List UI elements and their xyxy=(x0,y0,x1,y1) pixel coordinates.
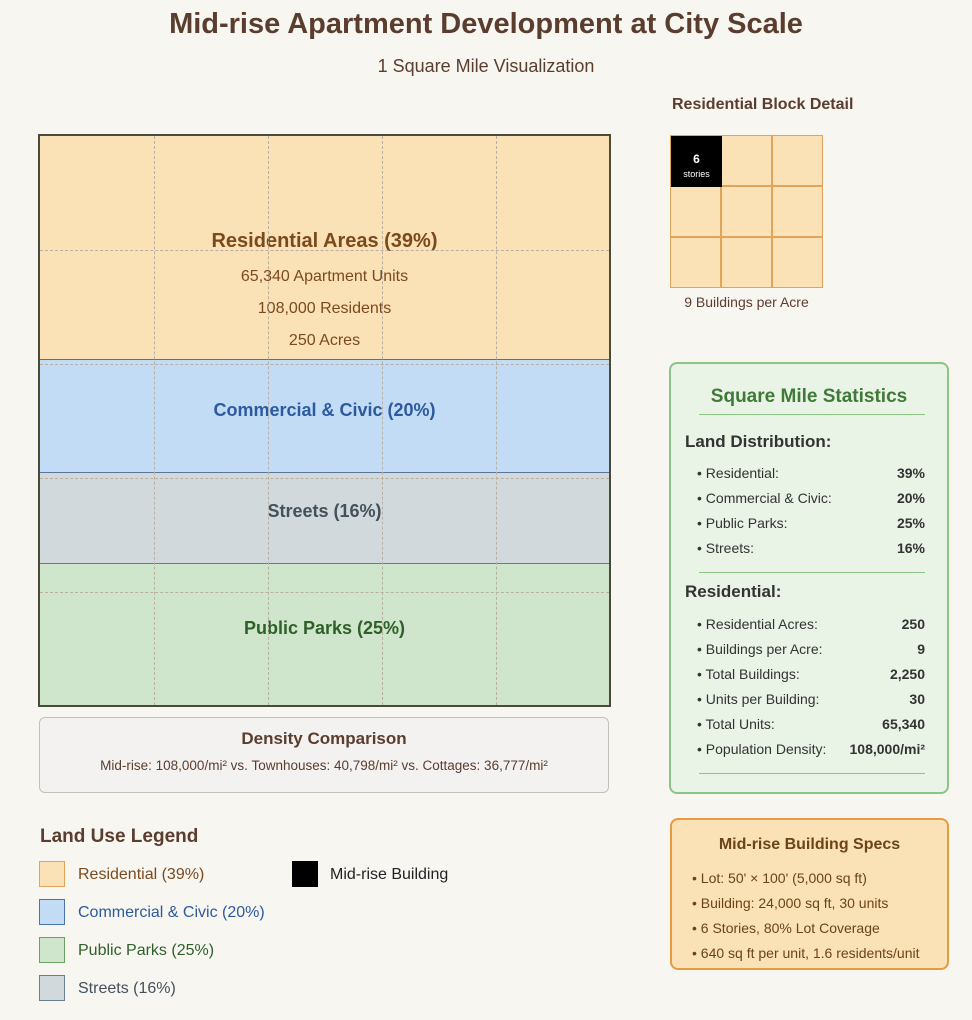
stat-label: • Buildings per Acre: xyxy=(697,641,823,657)
stat-label: • Streets: xyxy=(697,540,755,556)
stat-value: 108,000/mi² xyxy=(849,741,925,757)
spec-item: • 640 sq ft per unit, 1.6 residents/unit xyxy=(692,945,920,961)
legend-label-streets: Streets (16%) xyxy=(78,980,176,997)
density-title: Density Comparison xyxy=(241,729,407,748)
residential-heading: Residential: xyxy=(685,582,782,601)
stat-value: 20% xyxy=(896,490,925,506)
residential-units: 65,340 Apartment Units xyxy=(240,268,409,285)
midrise-building xyxy=(671,136,722,187)
parks-zone xyxy=(40,564,609,707)
legend-swatch-residential xyxy=(39,861,65,887)
legend-label-residential: Residential (39%) xyxy=(78,866,205,883)
commercial-zone-label: Commercial & Civic (20%) xyxy=(213,400,436,420)
parks-zone-label: Public Parks (25%) xyxy=(243,618,406,638)
grid-line xyxy=(382,136,383,705)
grid-line xyxy=(154,136,155,705)
legend-label-commercial: Commercial & Civic (20%) xyxy=(78,904,265,921)
grid-line xyxy=(40,364,609,365)
building-story-count: 6 xyxy=(693,152,700,166)
stat-label: • Total Units: xyxy=(697,716,775,732)
building-specs-panel xyxy=(670,818,949,970)
stat-label: • Commercial & Civic: xyxy=(697,490,832,506)
legend-swatch-building xyxy=(292,861,318,887)
residential-acres: 250 Acres xyxy=(288,332,361,349)
building-stories-label: stories xyxy=(683,169,710,179)
grid-line xyxy=(268,136,269,705)
grid-line xyxy=(40,478,609,479)
residential-residents: 108,000 Residents xyxy=(257,300,392,317)
page-title: Mid-rise Apartment Development at City Scale xyxy=(169,8,803,40)
block-cell xyxy=(721,237,772,288)
statistics-panel xyxy=(669,362,949,794)
streets-zone-label: Streets (16%) xyxy=(267,501,382,521)
stat-value: 9 xyxy=(917,641,925,657)
density-comparison-box xyxy=(39,717,609,793)
block-cell xyxy=(772,186,823,237)
grid-line xyxy=(40,250,609,251)
stat-value: 16% xyxy=(896,540,925,556)
block-detail-title: Residential Block Detail xyxy=(672,96,854,113)
stat-label: • Total Buildings: xyxy=(697,666,800,682)
residential-zone xyxy=(40,136,609,360)
block-cell xyxy=(670,237,721,288)
building-specs-title: Mid-rise Building Specs xyxy=(718,836,901,853)
block-detail-grid xyxy=(670,135,823,288)
stat-label: • Residential: xyxy=(697,465,779,481)
page-subtitle: 1 Square Mile Visualization xyxy=(377,56,595,76)
block-detail-caption: 9 Buildings per Acre xyxy=(684,294,809,310)
legend-swatch-commercial xyxy=(39,899,65,925)
square-mile-map xyxy=(38,134,611,707)
grid-line xyxy=(40,592,609,593)
stat-value: 30 xyxy=(909,691,925,707)
stat-value: 250 xyxy=(901,616,925,632)
density-text: Mid-rise: 108,000/mi² vs. Townhouses: 40,798/mi² vs. Cottages: 36,777/mi² xyxy=(100,758,548,773)
spec-item: • Building: 24,000 sq ft, 30 units xyxy=(692,895,889,911)
legend-title: Land Use Legend xyxy=(40,826,199,847)
legend-label-building: Mid-rise Building xyxy=(330,866,449,883)
land-distribution-heading: Land Distribution: xyxy=(685,432,832,451)
stat-label: • Units per Building: xyxy=(697,691,820,707)
block-cell xyxy=(670,186,721,237)
stat-label: • Public Parks: xyxy=(697,515,788,531)
legend-label-parks: Public Parks (25%) xyxy=(78,942,215,959)
block-cell xyxy=(721,186,772,237)
stat-value: 65,340 xyxy=(882,716,925,732)
stat-label: • Residential Acres: xyxy=(697,616,818,632)
divider xyxy=(699,773,925,774)
stat-value: 2,250 xyxy=(889,666,925,682)
divider xyxy=(699,414,925,415)
legend-swatch-parks xyxy=(39,937,65,963)
stat-value: 25% xyxy=(896,515,925,531)
stat-label: • Population Density: xyxy=(697,741,827,757)
divider xyxy=(699,572,925,573)
stat-value: 39% xyxy=(896,465,925,481)
statistics-title: Square Mile Statistics xyxy=(710,386,908,407)
streets-zone xyxy=(40,473,609,564)
commercial-zone xyxy=(40,360,609,473)
spec-item: • 6 Stories, 80% Lot Coverage xyxy=(692,920,880,936)
block-cell xyxy=(721,135,772,186)
residential-zone-label: Residential Areas (39%) xyxy=(211,230,438,252)
block-cell xyxy=(772,237,823,288)
block-cell xyxy=(772,135,823,186)
spec-item: • Lot: 50' × 100' (5,000 sq ft) xyxy=(692,870,867,886)
legend-swatch-streets xyxy=(39,975,65,1001)
grid-line xyxy=(496,136,497,705)
